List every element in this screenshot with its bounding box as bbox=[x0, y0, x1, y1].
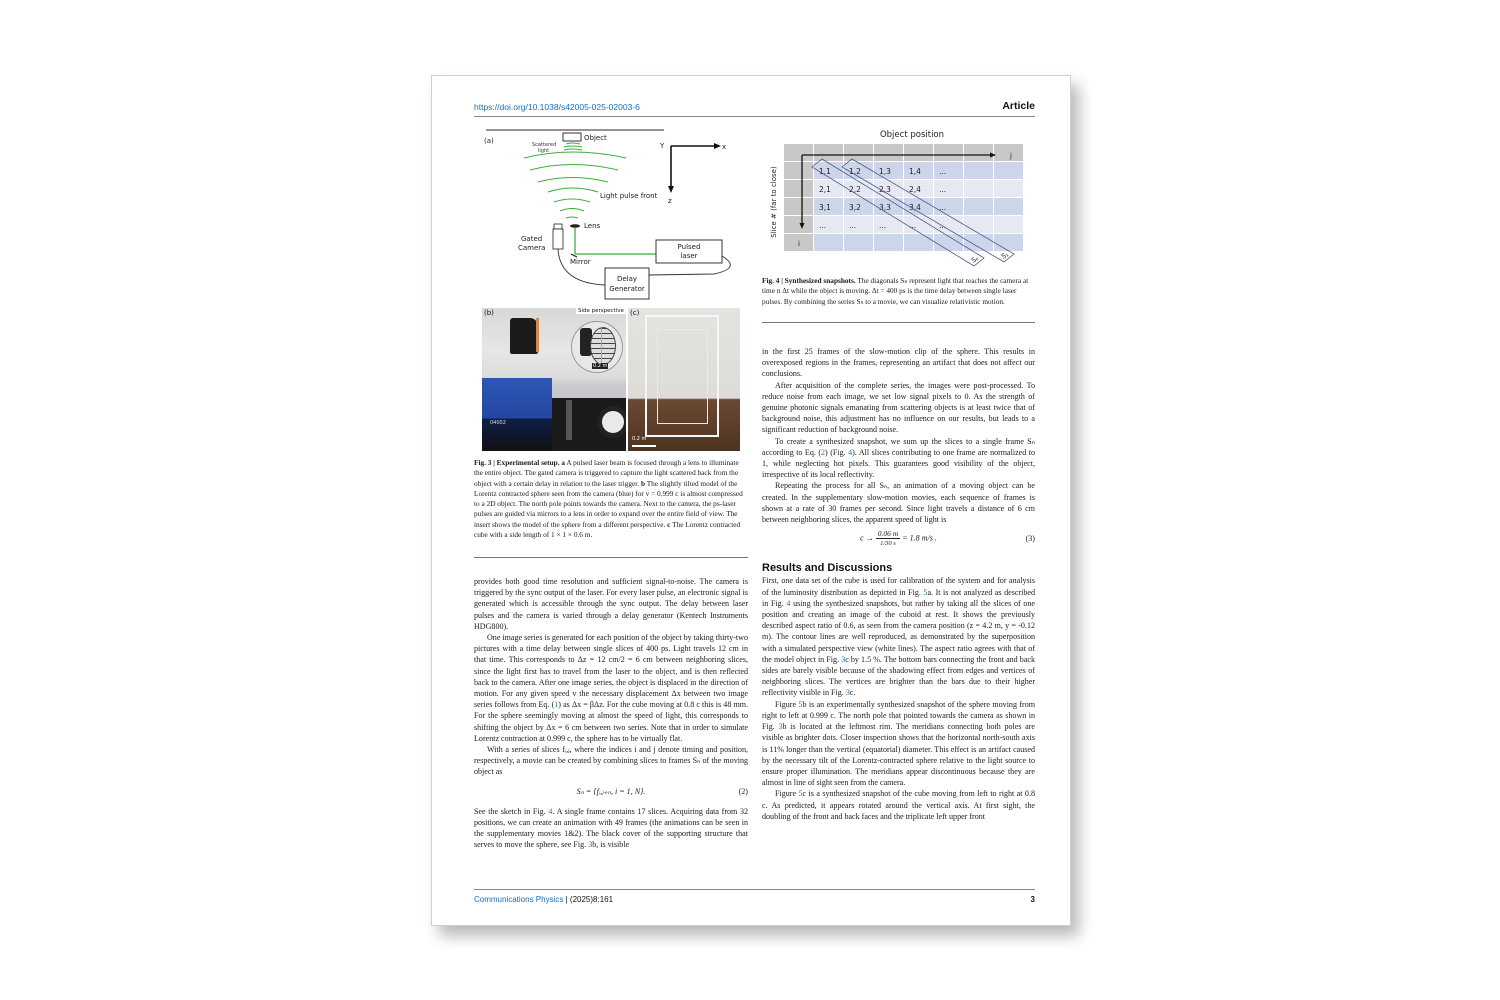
journal-link[interactable]: Communications Physics bbox=[474, 895, 564, 904]
paragraph: After acquisition of the complete series, the images were post-processed. To reduce noise from each image, we set low signal pixels to 0. As the strength of genuine photonic signals emanating from scattering objects is at least twice that of background noise, this adjustment has no influence on our results, but leads to a significant reduction of background noise. bbox=[762, 380, 1035, 435]
fig-ref-link[interactable]: 3 bbox=[778, 722, 783, 732]
grid-cell-label: ... bbox=[939, 203, 947, 212]
fig3-caption-a-text: A pulsed laser beam is focused through a lens to illuminate the entire object. The gated camera is triggered to capture the light scattered back from the object with a certain delay in relation to the laser trigger. bbox=[474, 458, 739, 488]
grid-cell-label: ... bbox=[939, 185, 947, 194]
grid-header-cell bbox=[784, 144, 813, 161]
gated-label-1: Gated bbox=[521, 235, 543, 243]
grid-cell-label: ... bbox=[819, 221, 827, 230]
header-rule bbox=[474, 116, 1035, 117]
axis-y-label: Y bbox=[660, 142, 665, 150]
paragraph: With a series of slices fᵢ,ⱼ, where the indices i and j denote timing and position, respectively, a movie can be created by combining slices to frames Sₙ of the moving object as bbox=[474, 745, 748, 777]
grid-cell-label: 1,4 bbox=[909, 167, 921, 176]
mirror-label: Mirror bbox=[570, 258, 591, 266]
section-heading: Results and Discussions bbox=[762, 562, 893, 575]
grid-cell bbox=[904, 234, 933, 251]
j-label: j bbox=[1010, 152, 1012, 160]
fig4-title: Object position bbox=[879, 130, 945, 140]
fig-ref-link[interactable]: 4 bbox=[548, 806, 553, 816]
delay-label-1: Delay bbox=[616, 275, 638, 283]
fig4-caption-rule bbox=[762, 322, 1035, 323]
paragraph: Figure 5c is a synthesized snapshot of the cube moving from left to right at 0.8 c. As predicted, it appears rotated around the vertical axis. At first sight, the doubling of the front and back faces and the triplicate left upper front bbox=[762, 789, 1035, 821]
object-box bbox=[563, 133, 581, 141]
article-type-label: Article bbox=[1002, 100, 1035, 112]
fig3-caption-rule bbox=[474, 557, 748, 558]
grid-cell-label: 1,1 bbox=[819, 167, 831, 176]
grid-cell bbox=[964, 162, 993, 179]
grid-cell-label: ... bbox=[909, 221, 917, 230]
paragraph: Repeating the process for all Sₙ, an animation of a moving object can be created. In the supplementary slow-motion movies, each sequence of frames is shown at a rate of 30 frames per second. Since light travels a distance of 6 cm between neighboring slices, the apparent speed of light is bbox=[762, 481, 1035, 525]
fig4-caption bbox=[762, 276, 1035, 307]
grid-cell bbox=[874, 234, 903, 251]
grid-row-header-cell bbox=[784, 216, 813, 233]
grid-cell-label: 1,3 bbox=[879, 167, 891, 176]
lens-label: Lens bbox=[584, 222, 601, 230]
panel-b-label: (b) bbox=[484, 309, 494, 317]
grid-header-cell bbox=[904, 144, 933, 161]
fig4-caption-text: The diagonals Sₙ represent light that reaches the camera at time n Δt while the object is moving. Δt = 400 ps is the time delay between single laser pulses. By combining the series Sₙ to a movie, we can visualize relativistic motion. bbox=[762, 276, 1029, 306]
grid-header-cell bbox=[994, 144, 1023, 161]
footer-citation bbox=[474, 895, 613, 904]
grid-cell-label: 3,4 bbox=[909, 203, 921, 212]
fig-ref-link[interactable]: 3 bbox=[841, 654, 846, 664]
grid-cell bbox=[994, 234, 1023, 251]
fig4-y-label: Slice # (far to close) bbox=[770, 166, 778, 238]
paragraph: provides both good time resolution and sufficient signal-to-noise. The camera is triggered by the sync output of the laser. For every laser pulse, an electronic signal is generated which is accessible through the sync output. The delay between laser pulses and the camera is varied through a delay generator (Kentech Instruments HDG800). bbox=[474, 577, 748, 631]
fig4-grid bbox=[784, 144, 1023, 251]
fig-ref-link[interactable]: 5 bbox=[798, 789, 803, 799]
paragraph: First, one data set of the cube is used for calibration of the system and for analysis of the luminosity distribution as depicted in Fig. 5a. It is not analyzed as described in Fig. 4 using the synthesized snapshots, but rather by taking all the slices of one position and creating an image of the cuboid at rest. It shows the previously described aspect ratio of 0.6, as seen from the camera position (z = 4.2 m, y = -0.12 m). The contour lines are well reproduced, as demonstrated by the superposition with a simulated perspective view (white lines). The aspect ratio agrees with that of the model object in Fig. 3c by 1.5 %. The bottom bars connecting the front and back sides are barely visible because of the shadowing effect from edges and vertices of neighboring slices. The vertices are brighter than the bars due to their higher reflectivity visible in Fig. 3c. bbox=[762, 576, 1036, 698]
doi-link[interactable]: https://doi.org/10.1038/s42005-025-02003-6 bbox=[474, 102, 640, 112]
paragraph: To create a synthesized snapshot, we sum up the slices to a single frame Sₙ according to Eq. (2) (Fig. 4). All slices contributing to one frame are normalized to 1, while neglecting hot pixels. This guarantees good visibility of the object, irrespective of its local reflectivity. bbox=[762, 436, 1035, 480]
fig-ref-link[interactable]: 3 bbox=[588, 840, 593, 850]
fig4-caption-label: Fig. 4 | Synthesized snapshots. bbox=[762, 276, 856, 285]
grid-cell bbox=[844, 234, 873, 251]
axis-z-label: z bbox=[668, 197, 672, 205]
z-axis-arrow bbox=[668, 186, 674, 193]
equation-3 bbox=[762, 525, 1035, 555]
paragraph: See the sketch in Fig. 4. A single frame contains 17 slices. Acquiring data from 32 positions, we can create an animation with 49 frames (the animations can be seen in the supplementary movies 1&2). The black cover of the supporting structure that serves to move the sphere, see Fig. 3b, is visible bbox=[474, 806, 749, 850]
fig-ref-link[interactable]: 4 bbox=[848, 447, 853, 457]
grid-cell-label: 2,2 bbox=[849, 185, 861, 194]
grid-cell-label: ... bbox=[939, 167, 947, 176]
scale-label-c: 0.2 m bbox=[632, 436, 647, 442]
fig3-caption-c-tag: c bbox=[667, 519, 671, 529]
eq-ref-link[interactable]: 2 bbox=[821, 447, 826, 457]
grid-cell-label: ... bbox=[849, 221, 857, 230]
fig-ref-link[interactable]: 5 bbox=[923, 587, 928, 597]
grid-cell-label: ... bbox=[879, 221, 887, 230]
equation-2-number: (2) bbox=[738, 786, 748, 796]
equation-2 bbox=[474, 778, 748, 806]
pulsed-label-2: laser bbox=[680, 252, 698, 260]
panel-a-label: (a) bbox=[484, 137, 494, 145]
paragraph: in the first 25 frames of the slow-motion clip of the sphere. This results in overexposed regions in the frames, representing an artifact that does not affect our conclusions. bbox=[762, 347, 1035, 379]
photo-b-sphere-setup bbox=[482, 308, 626, 451]
cube-back-frame bbox=[657, 329, 708, 424]
fig3-caption-c-text: The Lorentz contracted cube with a side length of 1 × 1 × 0.6 m. bbox=[474, 519, 741, 540]
grid-cell bbox=[814, 234, 843, 251]
right-column-text bbox=[762, 346, 1035, 822]
i-label: i bbox=[798, 240, 800, 248]
device-id-label: 04002 bbox=[490, 420, 506, 426]
light-pulse-fronts bbox=[524, 143, 626, 218]
grid-cell bbox=[994, 180, 1023, 197]
object-label: Object bbox=[584, 134, 607, 142]
s0-label: S₀ bbox=[970, 254, 980, 265]
scale-bar-c bbox=[632, 445, 656, 447]
eq-ref-link[interactable]: 1 bbox=[554, 700, 559, 710]
camera-body-blue bbox=[482, 378, 552, 451]
grid-cell-label: 2,4 bbox=[909, 185, 921, 194]
grid-row-header-cell bbox=[784, 162, 813, 179]
grid-header-cell bbox=[934, 144, 963, 161]
pulsed-label-1: Pulsed bbox=[677, 243, 701, 251]
grid-cell bbox=[994, 216, 1023, 233]
axis-x-label: x bbox=[722, 143, 727, 151]
photo-c-cube-model bbox=[628, 308, 740, 451]
pulse-front-label: Light pulse front bbox=[600, 192, 658, 200]
lens-shape bbox=[570, 224, 580, 228]
inset-title: Side perspective bbox=[578, 308, 624, 314]
grid-cell-label: ... bbox=[939, 221, 947, 230]
fig3a-setup-diagram bbox=[474, 128, 751, 306]
grid-cell bbox=[964, 180, 993, 197]
volume-info: | (2025)8:161 bbox=[563, 895, 614, 904]
footer-rule bbox=[474, 889, 1035, 890]
grid-cell-label: 3,3 bbox=[879, 203, 891, 212]
fig3-caption-b-tag: b bbox=[640, 478, 646, 488]
grid-header-cell bbox=[874, 144, 903, 161]
delay-label-2: Generator bbox=[609, 285, 645, 293]
delay-generator-box bbox=[605, 268, 649, 299]
fig-ref-link[interactable]: 5 bbox=[798, 699, 803, 709]
grid-row-header-cell bbox=[784, 198, 813, 215]
grid-cell-label: 3,2 bbox=[849, 203, 861, 212]
equation-2-body: Sₙ = {fᵢ,ⱼ₊ₙ, i = 1, N}. bbox=[576, 786, 646, 796]
black-cover bbox=[510, 318, 538, 354]
scattered-label-2: light bbox=[538, 148, 550, 154]
camera-body bbox=[553, 229, 563, 249]
grid-header-cell bbox=[814, 144, 843, 161]
scattered-label-1: Scattered bbox=[532, 142, 557, 148]
grid-cell-label: 2,1 bbox=[819, 185, 831, 194]
sphere-rim bbox=[536, 318, 539, 352]
gated-label-2: Camera bbox=[518, 244, 546, 252]
fig-ref-link[interactable]: 3 bbox=[845, 688, 850, 698]
fig-ref-link[interactable]: 4 bbox=[786, 598, 791, 608]
fig3-caption-label: Fig. 3 | Experimental setup. bbox=[474, 458, 560, 467]
fig3-caption-a-tag: a bbox=[561, 458, 566, 467]
equation-3-body: c → $\frac{0.06 m}{1/30 s}$ = 1.8 m/s . bbox=[860, 529, 937, 548]
grid-cell bbox=[964, 198, 993, 215]
grid-cell bbox=[964, 216, 993, 233]
left-column-text bbox=[474, 576, 748, 850]
grid-cell bbox=[994, 198, 1023, 215]
grid-cell-label: 1,2 bbox=[849, 167, 861, 176]
equation-3-number: (3) bbox=[1025, 534, 1035, 544]
paragraph: One image series is generated for each position of the object by taking thirty-two pictures with a time delay between single slices of 400 ps. Light travels 12 cm in that time. This corresponds to Δz = 12 cm/2 = 6 cm between neighboring slices, since the light first has to travel from the laser to the object, and is then reflected back to the camera. After one image series, the object is displaced in the direction of motion. For any given speed v the necessary displacement Δx between two image series follows from Eq. (1) as Δx = βΔz. For the cube moving at 0.8 c this is 48 mm. For the sphere seemingly moving at almost the speed of light, this corresponds to shifting the object by Δx = 6 cm between two series. Note that in order to simulate Lorentz contraction at 0.999 c, the sphere has to be virtually flat. bbox=[474, 633, 749, 743]
grid-row-header-cell bbox=[784, 180, 813, 197]
paragraph: Figure 5b is an experimentally synthesized snapshot of the sphere moving from right to left at 0.999 c. The north pole that pointed towards the camera as shown in Fig. 3b is located at the leftmost rim. The meridians connecting both poles are visible as brighter dots. Closer inspection shows that the horizontal north-south axis is 11% longer than the vertical (equatorial) diameter. This effect is an artifact caused by the necessary tilt of the Lorentz-contracted sphere relative to the light source to ensure proper illumination. The meridians appear discontinuous because they are almost in line of sight seen from the camera. bbox=[762, 699, 1035, 788]
inset-scale-label: 0.2 m bbox=[593, 363, 608, 369]
s1-label: S₁ bbox=[1000, 250, 1010, 261]
fig4-slice-grid-diagram bbox=[762, 126, 1035, 272]
paper-page bbox=[431, 75, 1071, 926]
optics-mount bbox=[552, 398, 626, 451]
panel-c-label: (c) bbox=[630, 309, 640, 317]
grid-header-cell bbox=[844, 144, 873, 161]
x-axis-arrow bbox=[714, 143, 721, 149]
grid-cell-label: 2,3 bbox=[879, 185, 891, 194]
fig3-caption bbox=[474, 458, 748, 540]
fig3-caption-b-text: The slightly tilted model of the Lorentz contracted sphere seen from the camera (blue) for v = 0.999 c is almost compressed to a 2D object. The north pole points towards the camera. Next to the camera, the ps-laser pulses are guided via mirrors to a lens in order to expand over the entire field of view. The insert shows the model of the sphere from a different perspective. bbox=[474, 478, 743, 529]
camera-lens-housing bbox=[554, 224, 562, 229]
grid-cell bbox=[994, 162, 1023, 179]
grid-header-cell bbox=[964, 144, 993, 161]
fig3bc-photos bbox=[482, 308, 740, 451]
grid-cell-label: 3,1 bbox=[819, 203, 831, 212]
page-number: 3 bbox=[1030, 895, 1035, 904]
